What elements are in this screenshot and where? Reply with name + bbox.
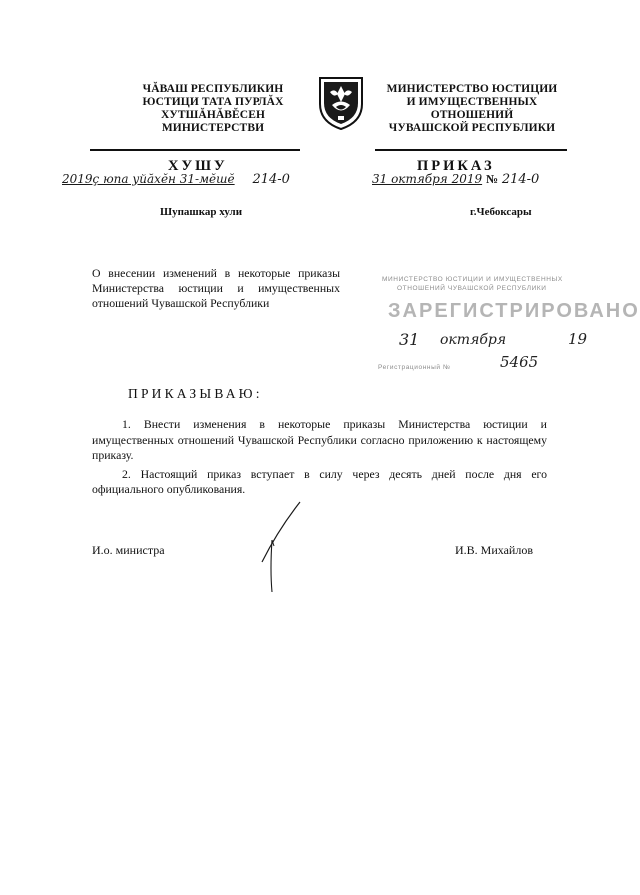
- place-right: г.Чебоксары: [470, 206, 532, 218]
- doc-type-russian: ПРИКАЗ: [417, 158, 495, 174]
- stamp-reg-label: Регистрационный №: [378, 364, 451, 371]
- coat-of-arms-icon: [316, 72, 366, 132]
- registration-stamp: [372, 273, 640, 385]
- handwritten-number-left: 214-0: [252, 172, 290, 187]
- signatory-position: И.о. министра: [92, 543, 165, 557]
- header-left-line-4: МИНИСТЕРСТВИ: [161, 122, 265, 134]
- header-right-line-1: МИНИСТЕРСТВО ЮСТИЦИИ: [386, 83, 558, 95]
- stamp-day: 31: [399, 330, 420, 349]
- handwritten-date-right-text: 31 октября 2019: [372, 172, 483, 186]
- stamp-year: 19: [568, 330, 588, 348]
- header-right-line-3: ОТНОШЕНИЙ: [430, 109, 514, 121]
- handwritten-signature: [250, 500, 310, 600]
- order-paragraphs: [92, 417, 547, 498]
- paragraph-1: 1. Внести изменения в некоторые приказы Министерства юстиции и имущественных отношений Чувашской Республики согласно приложению к настоящему приказу.: [92, 417, 547, 462]
- handwritten-date-right: [372, 172, 539, 187]
- header-left-line-3: ХУТШĂНĂВĔСЕН: [160, 109, 266, 121]
- stamp-title: ЗАРЕГИСТРИРОВАНО: [388, 300, 640, 322]
- stamp-line-1: МИНИСТЕРСТВО ЮСТИЦИИ И ИМУЩЕСТВЕННЫХ: [382, 276, 563, 283]
- header-right: [372, 83, 572, 135]
- stamp-line-2: ОТНОШЕНИЙ ЧУВАШСКОЙ РЕСПУБЛИКИ: [397, 285, 547, 292]
- place-left: Шупашкар хули: [160, 206, 243, 218]
- subject-text: О внесении изменений в некоторые приказы Министерства юстиции и имущественных отношений Чувашской Республики: [92, 266, 340, 310]
- handwritten-date-left-text: 2019ç юпа уйăхĕн 31-мĕшĕ: [62, 172, 235, 186]
- paragraph-2: 2. Настоящий приказ вступает в силу через десять дней после дня его официального опубликования.: [92, 466, 547, 496]
- signatory-name: И.В. Михайлов: [455, 543, 534, 557]
- number-sign: №: [485, 172, 498, 186]
- header-left-line-1: ЧĂВАШ РЕСПУБЛИКИН: [142, 83, 284, 95]
- header-right-line-4: ЧУВАШСКОЙ РЕСПУБЛИКИ: [388, 122, 556, 134]
- order-verb: ПРИКАЗЫВАЮ:: [128, 386, 263, 401]
- header-right-line-2: И ИМУЩЕСТВЕННЫХ: [406, 96, 538, 108]
- stamp-reg-number: 5465: [500, 353, 539, 371]
- header-rule-right: [375, 149, 567, 151]
- header-left-line-2: ЮСТИЦИ ТАТА ПУРЛĂХ: [142, 96, 284, 108]
- stamp-month: октября: [440, 332, 507, 348]
- handwritten-number-right: 214-0: [501, 172, 540, 187]
- header-left: [118, 83, 308, 135]
- doc-type-chuvash: ХУШУ: [168, 158, 228, 174]
- header-rule-left: [90, 149, 300, 151]
- handwritten-date-left: [62, 172, 290, 187]
